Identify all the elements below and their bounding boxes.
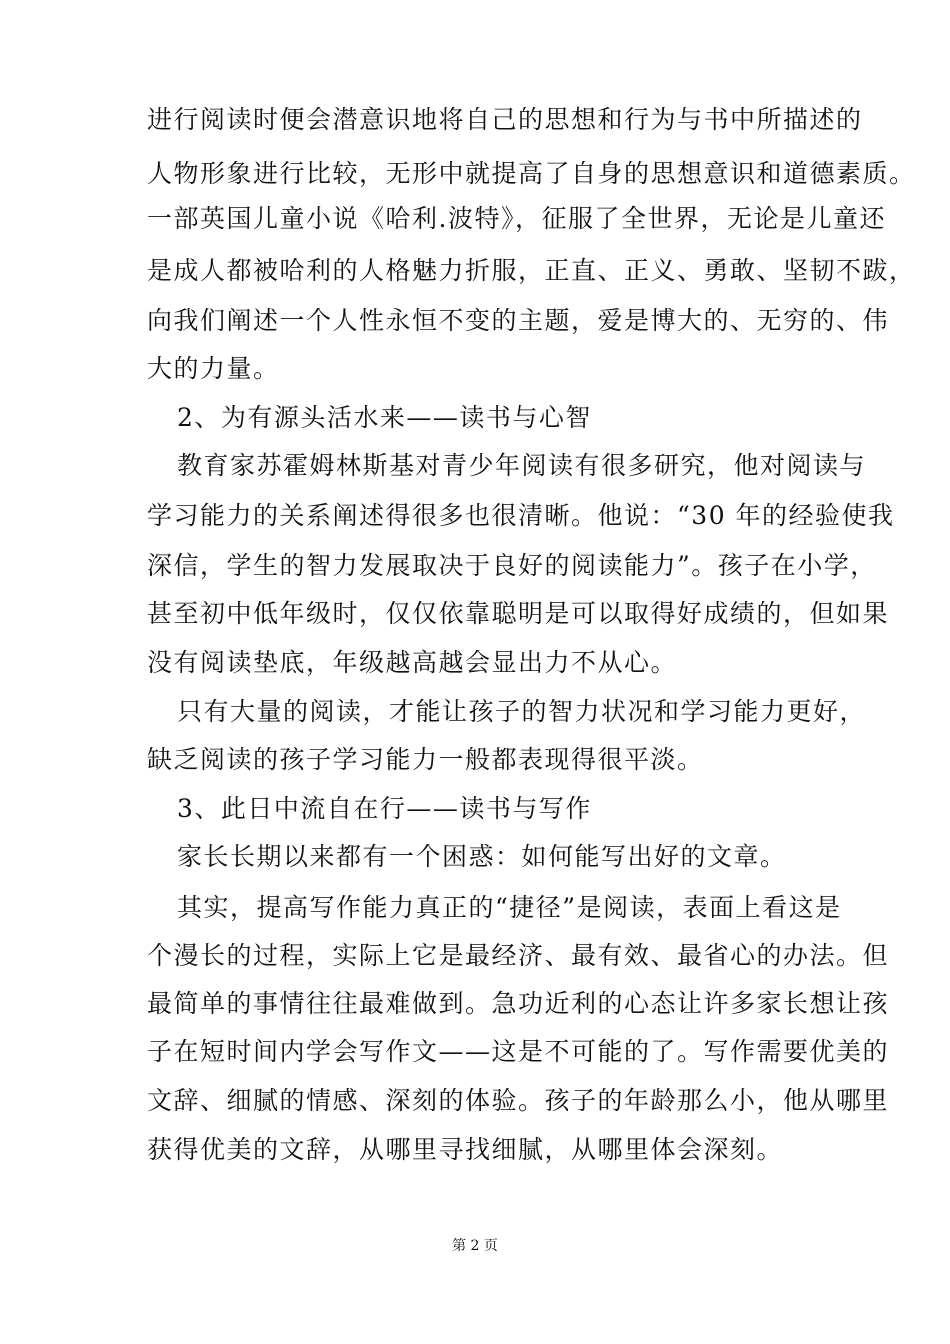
text-line: 进行阅读时便会潜意识地将自己的思想和行为与书中所描述的 (147, 105, 863, 134)
text-line: 人物形象进行比较，无形中就提高了自身的思想意识和道德素质。 (147, 159, 916, 188)
text-line: 向我们阐述一个人性永恒不变的主题，爱是博大的、无穷的、伟 (147, 306, 890, 335)
text-line: 是成人都被哈利的人格魅力折服，正直、正义、勇敢、坚韧不跋， (147, 256, 916, 285)
text-line: 文辞、细腻的情感、深刻的体验。孩子的年龄那么小，他从哪里 (147, 1086, 890, 1115)
text-line: 子在短时间内学会写作文——这是不可能的了。写作需要优美的 (147, 1037, 890, 1066)
text-line: 获得优美的文辞，从哪里寻找细腻，从哪里体会深刻。 (147, 1135, 784, 1164)
text-line: 学习能力的关系阐述得很多也很清晰。他说：“30 年的经验使我 (147, 501, 895, 530)
text-line: 个漫长的过程，实际上它是最经济、最有效、最省心的办法。但 (147, 941, 890, 970)
text-line: 大的力量。 (147, 354, 280, 383)
text-line: 没有阅读垫底，年级越高越会显出力不从心。 (147, 648, 678, 677)
text-line: 最简单的事情往往最难做到。急功近利的心态让许多家长想让孩 (147, 989, 890, 1018)
text-line: 教育家苏霍姆林斯基对青少年阅读有很多研究，他对阅读与 (177, 451, 867, 480)
text-line: 深信，学生的智力发展取决于良好的阅读能力”。孩子在小学， (147, 551, 877, 580)
section-heading: 3、此日中流自在行——读书与写作 (177, 794, 592, 823)
text-line: 甚至初中低年级时，仅仅依靠聪明是可以取得好成绩的，但如果 (147, 599, 890, 628)
text-line: 只有大量的阅读，才能让孩子的智力状况和学习能力更好， (177, 697, 867, 726)
text-line: 一部英国儿童小说《哈利.波特》，征服了全世界，无论是儿童还 (147, 204, 886, 233)
text-line: 其实，提高写作能力真正的“捷径”是阅读，表面上看这是 (177, 893, 842, 922)
text-line: 家长长期以来都有一个困惑：如何能写出好的文章。 (177, 842, 787, 871)
section-heading: 2、为有源头活水来——读书与心智 (177, 403, 592, 432)
page-number: 第 2 页 (452, 1238, 498, 1254)
text-line: 缺乏阅读的孩子学习能力一般都表现得很平淡。 (147, 745, 704, 774)
